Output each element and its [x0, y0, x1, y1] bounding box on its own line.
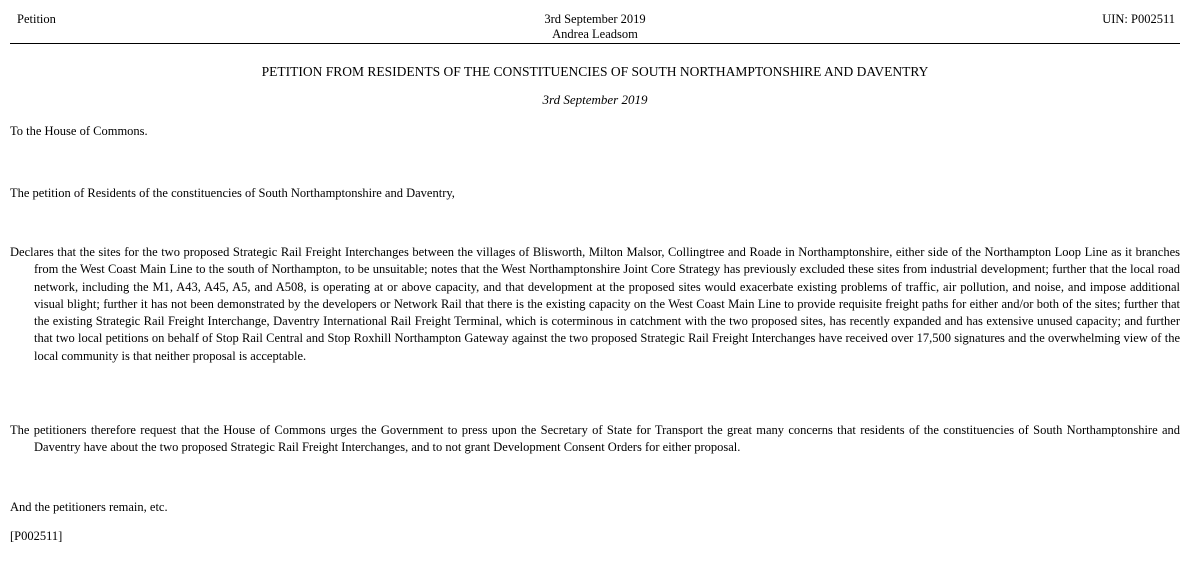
- header-uin: UIN: P002511: [1102, 12, 1175, 26]
- header-center: [10, 12, 1180, 42]
- petition-date: 3rd September 2019: [542, 92, 648, 107]
- petitioners-paragraph: The petition of Residents of the constituencies of South Northamptonshire and Daventry,: [10, 186, 455, 200]
- document-header: [10, 12, 1180, 44]
- header-date: 3rd September 2019: [544, 12, 646, 26]
- request-paragraph: The petitioners therefore request that the House of Commons urges the Government to press upon the Secretary of State for Transport the great many concerns that residents of the constituencies of South Northamptonshire and Daventry have about the two proposed Strategic Rail Freight Interchanges, and to not grant Development Consent Orders for either proposal.: [10, 423, 1180, 455]
- declares-paragraph: Declares that the sites for the two proposed Strategic Rail Freight Interchanges between the villages of Blisworth, Milton Malsor, Collingtree and Roade in Northamptonshire, either side of the Northampton Loop Line as it branches from the West Coast Main Line to the south of Northampton, to be unsuitable; notes that the West Northamptonshire Joint Core Strategy has previously excluded these sites from industrial development; further that the local road network, including the M1, A43, A45, A5, and A508, is operating at or above capacity, and that development at the proposed sites would exacerbate existing problems of traffic, air pollution, and noise, and impose additional visual blight; further it has not been demonstrated by the developers or Network Rail that there is the existing capacity on the West Coast Main Line to provide requisite freight paths for either and/or both of the sites; further that the existing Strategic Rail Freight Interchange, Daventry International Rail Freight Terminal, which is coterminous in catchment with the two proposed sites, has recently expanded and has extensive unused capacity; and further that two local petitions on behalf of Stop Rail Central and Stop Roxhill Northampton Gateway against the two proposed Strategic Rail Freight Interchanges have received over 17,500 signatures and the overwhelming view of the local community is that neither proposal is acceptable.: [10, 245, 1180, 363]
- addressee-paragraph: To the House of Commons.: [10, 124, 148, 138]
- petition-title: PETITION FROM RESIDENTS OF THE CONSTITUENCIES OF SOUTH NORTHAMPTONSHIRE AND DAVENTRY: [261, 64, 929, 79]
- closing-paragraph: And the petitioners remain, etc.: [10, 500, 168, 514]
- petition-reference: [P002511]: [10, 529, 63, 543]
- document-type-label: Petition: [17, 12, 56, 26]
- header-presenter: Andrea Leadsom: [552, 27, 638, 41]
